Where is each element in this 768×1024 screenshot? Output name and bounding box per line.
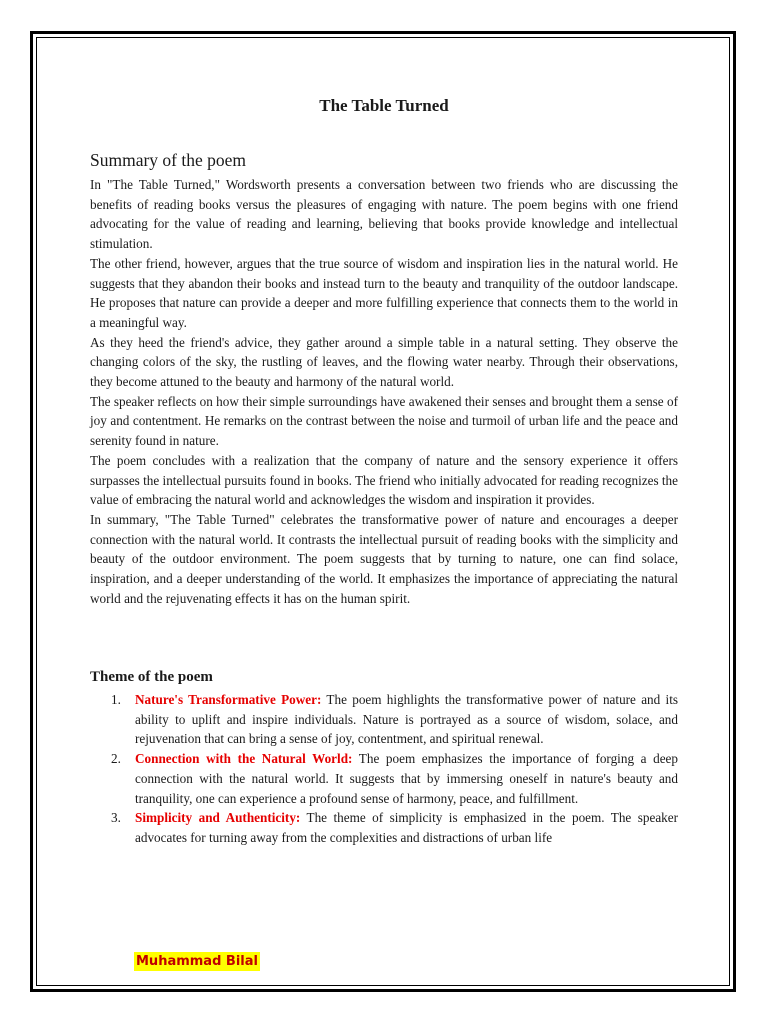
- theme-text: The poem emphasizes the importance of forging a deep connection with the natural world. It suggests that by immersing oneself in nature's beauty and tranquility, one can experience a profound sense of harmony, peace, and fulfillment.: [135, 751, 678, 806]
- theme-text: The theme of simplicity is emphasized in the poem. The speaker advocates for turning away from the complexities and distractions of urban life: [135, 810, 679, 845]
- theme-name: Nature's Transformative Power:: [135, 692, 322, 707]
- summary-heading: Summary of the poem: [90, 150, 247, 170]
- summary-body: [90, 175, 678, 608]
- theme-text: The poem highlights the transformative power of nature and its ability to uplift and inspire individuals. Nature is portrayed as a source of wisdom, solace, and rejuvenation that can bring a sense of joy, contentment, and spiritual renewal.: [135, 692, 678, 747]
- summary-paragraph: The speaker reflects on how their simple surroundings have awakened their senses and brought them a sense of joy and contentment. He remarks on the contrast between the noise and turmoil of urban life and the peace and serenity found in nature.: [90, 393, 678, 449]
- theme-list: [90, 690, 678, 848]
- theme-number: 3.: [111, 810, 121, 826]
- theme-item: [90, 749, 678, 808]
- theme-number: 1.: [111, 692, 121, 707]
- theme-item: [90, 690, 678, 749]
- document-title: The Table Turned: [319, 96, 449, 115]
- summary-paragraph: The poem concludes with a realization that the company of nature and the sensory experience it offers surpasses the intellectual pursuits found in books. The friend who initially advocated for reading recognizes the value of embracing the natural world and acknowledges the wisdom and inspiration it provides.: [90, 452, 678, 508]
- theme-item: [90, 808, 678, 847]
- summary-paragraph: In summary, "The Table Turned" celebrates the transformative power of nature and encourages a deeper connection with the natural world. It contrasts the intellectual pursuit of reading books with the simplicity and beauty of the outdoor environment. The poem suggests that by turning to nature, one can find solace, inspiration, and a deeper understanding of the world. It emphasizes the importance of appreciating the natural world and the rejuvenating effects it has on the human spirit.: [90, 511, 678, 606]
- theme-name: Connection with the Natural World:: [135, 751, 353, 767]
- theme-number: 2.: [111, 751, 121, 767]
- author-name: Muhammad Bilal: [136, 954, 258, 969]
- summary-paragraph: The other friend, however, argues that the true source of wisdom and inspiration lies in the natural world. He suggests that they abandon their books and instead turn to the beauty and tranquility of the outdoor landscape. He proposes that nature can provide a deeper and more fulfilling experience that connects them to the world in a meaningful way.: [90, 255, 678, 330]
- theme-name: Simplicity and Authenticity:: [135, 810, 301, 826]
- summary-paragraph: As they heed the friend's advice, they gather around a simple table in a natural setting. They observe the changing colors of the sky, the rustling of leaves, and the flowing water nearby. Through their observations, they become attuned to the beauty and harmony of the natural world.: [90, 334, 678, 390]
- summary-paragraph: In "The Table Turned," Wordsworth presents a conversation between two friends who are discussing the benefits of reading books versus the pleasures of engaging with nature. The poem begins with one friend advocating for the value of reading and learning, believing that books provide knowledge and intellectual stimulation.: [90, 177, 678, 252]
- theme-heading: Theme of the poem: [90, 669, 213, 685]
